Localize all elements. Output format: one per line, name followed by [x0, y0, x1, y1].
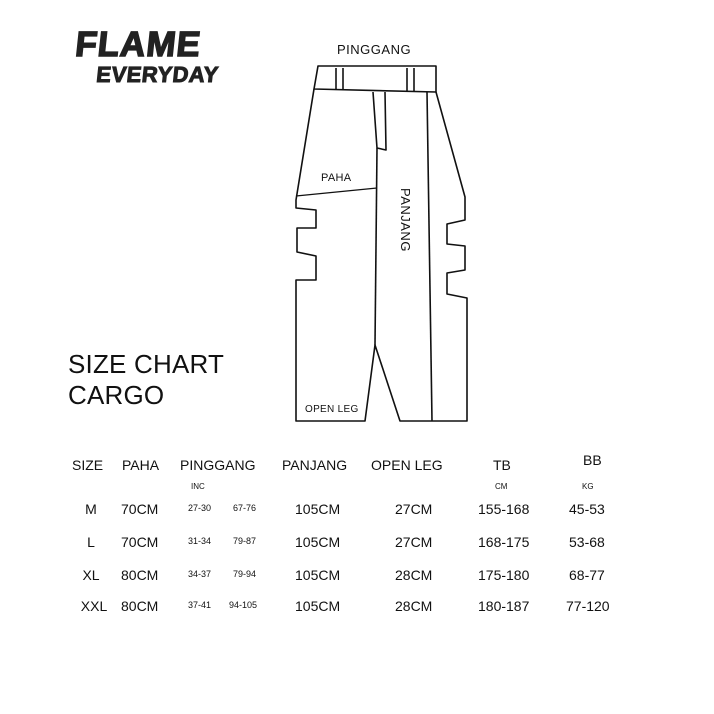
thigh-label: PAHA: [321, 172, 352, 184]
cell-panjang: 105CM: [295, 534, 341, 550]
cell-bb: 53-68: [569, 534, 605, 550]
size-chart-title: [68, 349, 224, 411]
subheader-pinggang: INC: [191, 482, 205, 491]
thigh-measure-line: [296, 188, 377, 196]
cell-waist-inch: 34-37: [188, 569, 212, 579]
cell-size: L: [87, 534, 95, 550]
cell-open-leg: 28CM: [395, 598, 433, 614]
cell-tb: 155-168: [478, 501, 530, 517]
cell-panjang: 105CM: [295, 598, 341, 614]
length-label: PANJANG: [398, 188, 413, 252]
pants-outline: [296, 89, 467, 421]
cell-waist-cm: 94-105: [229, 600, 258, 610]
cell-bb: 45-53: [569, 501, 605, 517]
cell-open-leg: 28CM: [395, 567, 433, 583]
cell-paha: 70CM: [121, 534, 159, 550]
cell-bb: 77-120: [566, 598, 610, 614]
cell-open-leg: 27CM: [395, 501, 433, 517]
cell-bb: 68-77: [569, 567, 605, 583]
header-open-leg: OPEN LEG: [371, 457, 443, 473]
cell-paha: 70CM: [121, 501, 159, 517]
header-bb: BB: [583, 452, 602, 468]
cell-paha: 80CM: [121, 598, 159, 614]
cell-waist-inch: 31-34: [188, 536, 212, 546]
open-leg-label: OPEN LEG: [305, 404, 359, 415]
side-seam: [427, 92, 432, 421]
brand-logo: [74, 22, 250, 90]
cell-panjang: 105CM: [295, 501, 341, 517]
cell-size: XL: [82, 567, 100, 583]
cell-tb: 168-175: [478, 534, 530, 550]
cell-tb: 175-180: [478, 567, 530, 583]
brand-logo-line2: EVERYDAY: [95, 62, 220, 87]
header-paha: PAHA: [122, 457, 160, 473]
cell-waist-cm: 67-76: [233, 503, 257, 513]
header-pinggang: PINGGANG: [180, 457, 256, 473]
cell-waist-inch: 37-41: [188, 600, 212, 610]
header-tb: TB: [493, 457, 511, 473]
pants-diagram: [288, 40, 478, 430]
cell-size: XXL: [80, 598, 108, 614]
waistband-outline: [314, 66, 436, 92]
subheader-bb: KG: [582, 482, 594, 491]
cell-open-leg: 27CM: [395, 534, 433, 550]
center-seam: [375, 148, 377, 345]
brand-logo-line1: FLAME: [74, 25, 204, 64]
header-size: SIZE: [72, 457, 104, 473]
cell-waist-inch: 27-30: [188, 503, 212, 513]
fly-stitch: [373, 92, 386, 150]
title-line-2: CARGO: [68, 380, 165, 410]
title-line-1: SIZE CHART: [68, 349, 225, 379]
cell-tb: 180-187: [478, 598, 530, 614]
cell-paha: 80CM: [121, 567, 159, 583]
cell-waist-cm: 79-94: [233, 569, 257, 579]
waist-label: PINGGANG: [337, 42, 412, 57]
cell-waist-cm: 79-87: [233, 536, 257, 546]
cell-size: M: [85, 501, 97, 517]
header-panjang: PANJANG: [282, 457, 348, 473]
cell-panjang: 105CM: [295, 567, 341, 583]
subheader-tb: CM: [495, 482, 508, 491]
